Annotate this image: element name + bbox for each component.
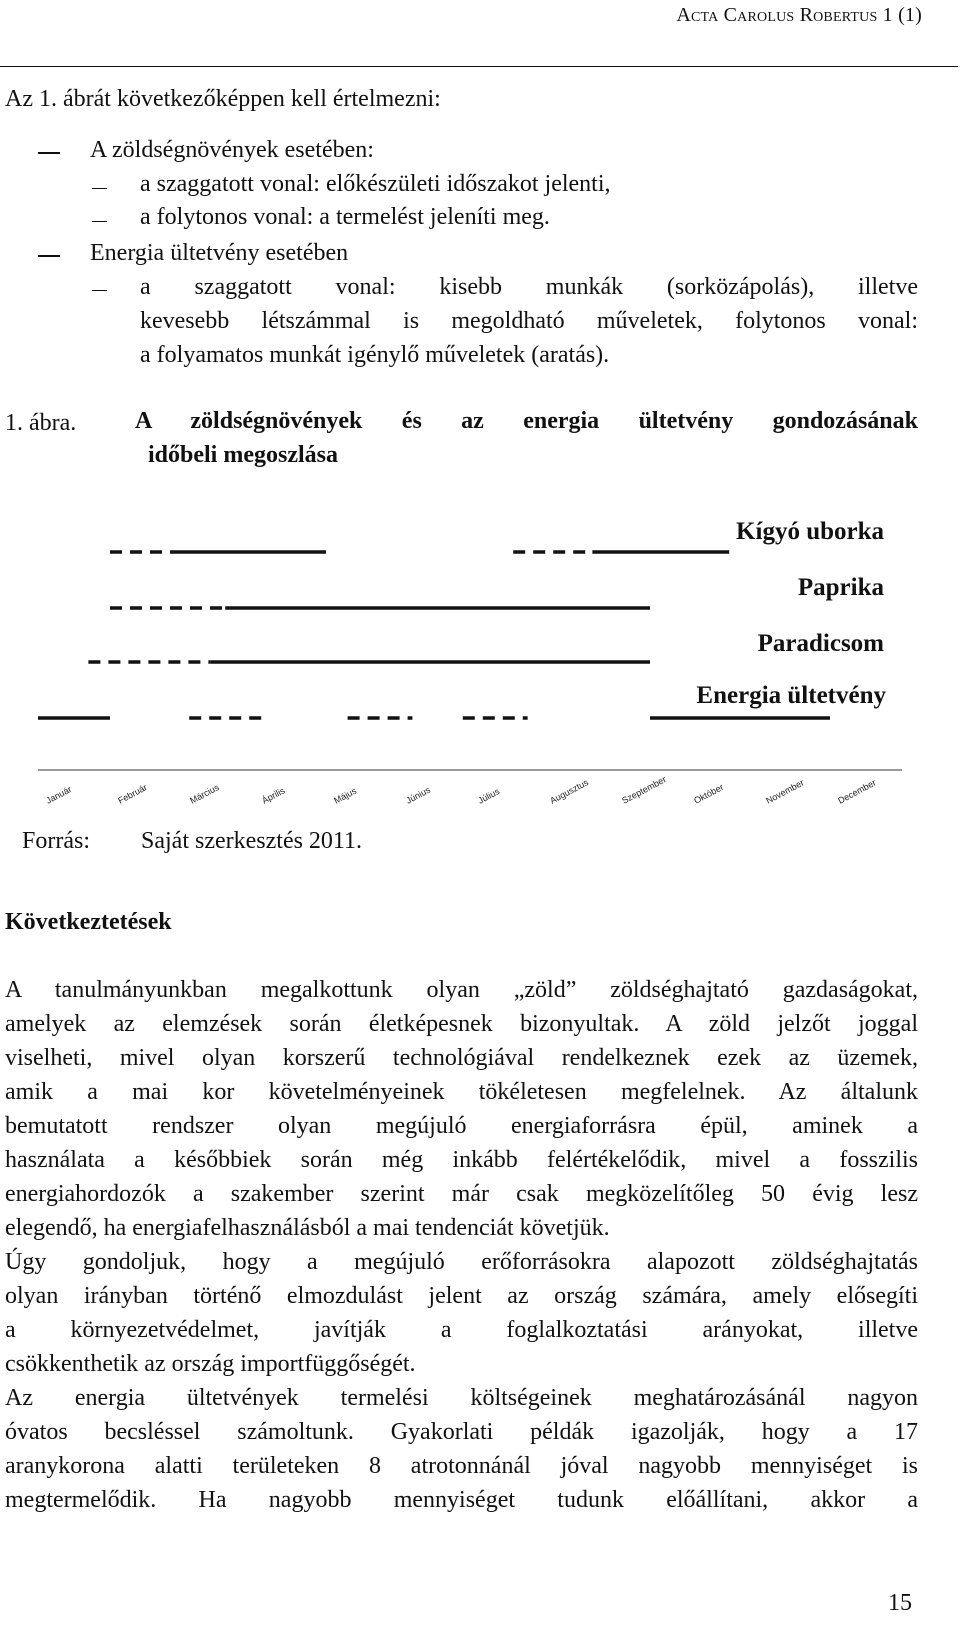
month-tick-label: December (836, 777, 878, 806)
paragraph-3-line: aranykorona alatti területeken 8 atrotonnánál jóval nagyobb mennyiséget is (5, 1453, 918, 1479)
running-header: Acta Carolus Robertus 1 (1) (676, 4, 922, 26)
paragraph-3-line: megtermelődik. Ha nagyobb mennyiséget tudunk előállítani, akkor a (5, 1487, 918, 1513)
paragraph-1-line: amelyek az elemzések során életképesnek bizonyultak. A zöld jelzőt joggal (5, 1011, 918, 1037)
paragraph-3-line: Az energia ültetvények termelési költségeinek meghatározásánál nagyon (5, 1385, 918, 1411)
energy-list-item-line: a szaggatott vonal: kisebb munkák (sorközápolás), illetve (140, 274, 918, 300)
month-tick-label: Szeptember (620, 774, 668, 806)
sublist-dash (92, 221, 107, 222)
energy-list-item-line: kevesebb létszámmal is megoldható műveletek, folytonos vonal: (140, 308, 918, 334)
list-bullet-dash (38, 152, 60, 154)
paragraph-2-last-line: csökkenthetik az ország importfüggőségét. (5, 1351, 416, 1377)
paragraph-2-line: olyan irányban történő elmozdulást jelent az ország számára, amely elősegíti (5, 1283, 918, 1309)
figure-caption-line2: időbeli megoszlása (148, 442, 338, 468)
month-tick-label: Június (404, 784, 432, 806)
intro-text: Az 1. ábrát következőképpen kell értelmezni: (5, 86, 441, 112)
paragraph-1-last-line: elegendő, ha energiafelhasználásból a mai tendenciát követjük. (5, 1215, 610, 1241)
figure-source-text: Saját szerkesztés 2011. (141, 828, 363, 854)
page-number: 15 (888, 1590, 912, 1616)
month-tick-label: Február (116, 782, 149, 806)
month-tick-label: Augusztus (548, 777, 591, 806)
list-bullet-dash (38, 255, 60, 257)
veg-list-title: A zöldségnövények esetében: (90, 137, 374, 163)
paragraph-2-line: Úgy gondoljuk, hogy a megújuló erőforrásokra alapozott zöldséghajtatás (5, 1249, 918, 1275)
figure-label: 1. ábra. (5, 410, 77, 436)
month-tick-label: Március (188, 782, 221, 806)
section-title: Következtetések (5, 909, 172, 935)
figure-caption-line1: A zöldségnövények és az energia ültetvény gondozásának (135, 408, 918, 434)
paragraph-1-line: használata a későbbiek során még inkább felértékelődik, mivel a fosszilis (5, 1147, 918, 1173)
energy-list-item-line: a folyamatos munkát igénylő műveletek (aratás). (140, 342, 610, 368)
timeline-chart (0, 490, 960, 835)
series-label: Paradicsom (757, 630, 884, 657)
energy-list-title: Energia ültetvény esetében (90, 240, 349, 266)
paragraph-1-line: energiahordozók a szakember szerint már csak megközelítőleg 50 évig lesz (5, 1181, 918, 1207)
sublist-dash (92, 290, 107, 291)
month-tick-label: Július (476, 786, 502, 806)
paragraph-2-line: a környezetvédelmet, javítják a foglalkoztatási arányokat, illetve (5, 1317, 918, 1343)
paragraph-1-line: A tanulmányunkban megalkottunk olyan „zöld” zöldséghajtató gazdaságokat, (5, 977, 918, 1003)
paragraph-1-line: amik a mai kor követelményeinek tökéletesen megfelelnek. Az általunk (5, 1079, 918, 1105)
month-tick-label: Május (332, 785, 359, 806)
veg-list-item-2: a folytonos vonal: a termelést jeleníti meg. (140, 204, 550, 230)
series-label: Kígyó uborka (736, 518, 884, 545)
paragraph-3-line: óvatos becsléssel számoltunk. Gyakorlati példák igazolják, hogy a 17 (5, 1419, 918, 1445)
month-tick-label: Január (44, 784, 74, 806)
month-tick-label: November (764, 777, 806, 806)
month-tick-label: Október (692, 781, 726, 806)
month-tick-label: Április (260, 785, 287, 806)
figure-source-label: Forrás: (22, 828, 90, 854)
sublist-dash (92, 188, 107, 189)
paragraph-1-line: viselheti, mivel olyan korszerű technológiával rendelkeznek ezek az üzemek, (5, 1045, 918, 1071)
series-label: Energia ültetvény (696, 682, 886, 709)
paragraph-1-line: bemutatott rendszer olyan megújuló energiaforrásra épül, aminek a (5, 1113, 918, 1139)
veg-list-item-1: a szaggatott vonal: előkészületi időszakot jelenti, (140, 171, 611, 197)
series-label: Paprika (797, 574, 884, 601)
header-rule (0, 66, 958, 67)
